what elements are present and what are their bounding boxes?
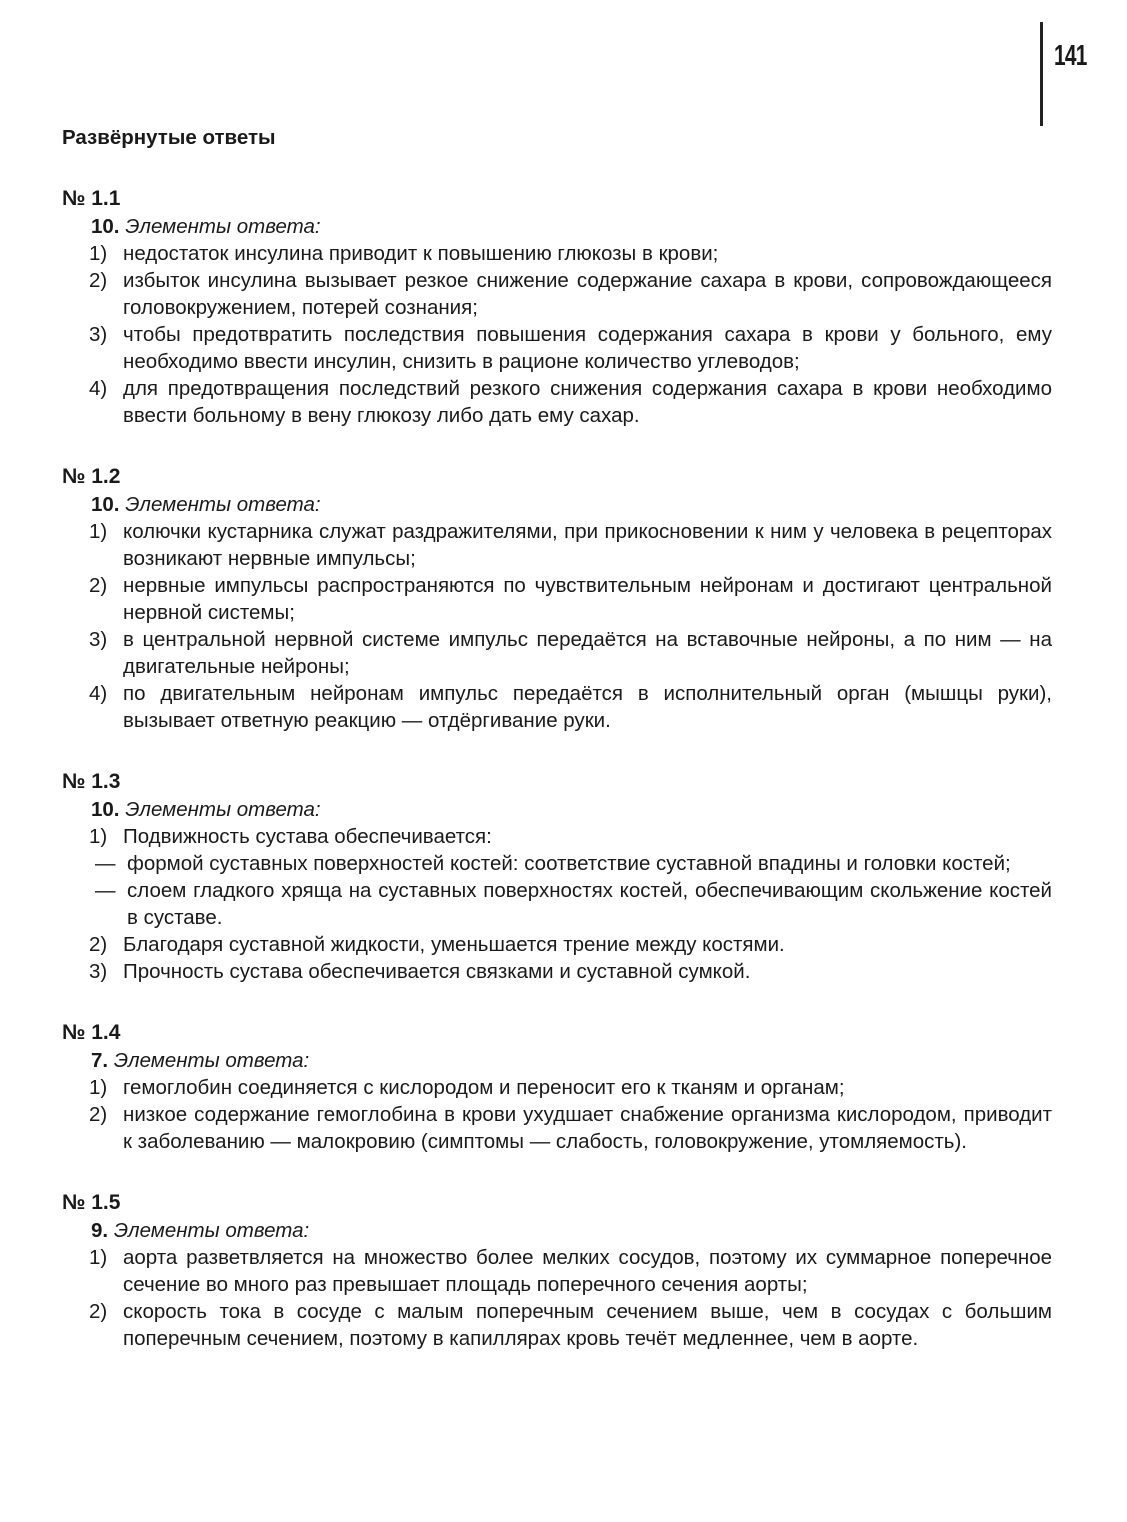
- page-number-rule: [1040, 22, 1043, 126]
- score: 10.: [91, 493, 120, 516]
- elements-label: Элементы ответа:: [125, 493, 321, 516]
- item-text: для предотвращения последствий резкого снижения содержания сахара в крови необходимо ввести больному в вену глюкозу либо дать ему сахар.: [123, 377, 1052, 427]
- answer-elements-line: [62, 1217, 1052, 1244]
- list-item: [89, 1244, 1052, 1298]
- elements-label: Элементы ответа:: [113, 1219, 310, 1242]
- item-text: гемоглобин соединяется с кислородом и переносит его к тканям и органам;: [123, 1076, 845, 1099]
- elements-label: Элементы ответа:: [125, 215, 321, 238]
- answer-elements-line: [62, 213, 1052, 240]
- score: 10.: [91, 215, 120, 238]
- item-text: чтобы предотвратить последствия повышения содержания сахара в крови у больного, ему необходимо ввести инсулин, снизить в рационе количество углеводов;: [123, 323, 1052, 373]
- item-number: 1): [89, 1246, 108, 1269]
- item-text: Благодаря суставной жидкости, уменьшается трение между костями.: [123, 933, 785, 956]
- section-1-1: [62, 184, 1052, 429]
- list-item: [89, 321, 1052, 375]
- list-item: [89, 626, 1052, 680]
- item-text: избыток инсулина вызывает резкое снижение содержание сахара в крови, сопровождающееся головокружением, потерей сознания;: [123, 269, 1052, 319]
- document-body: [62, 124, 1052, 1385]
- list-item: [89, 240, 1052, 267]
- item-text: слоем гладкого хряща на суставных поверхностях костей, обеспечивающим скольжение костей в суставе.: [127, 879, 1052, 929]
- score: 9.: [91, 1219, 109, 1242]
- item-number: 3): [89, 960, 108, 983]
- answer-elements-line: [62, 491, 1052, 518]
- item-number: 3): [89, 323, 108, 346]
- item-text: нервные импульсы распространяются по чувствительным нейронам и достигают центральной нервной системы;: [123, 574, 1052, 624]
- list-item: [89, 572, 1052, 626]
- item-number: 4): [89, 682, 108, 705]
- list-item: [89, 931, 1052, 958]
- item-text: колючки кустарника служат раздражителями, при прикосновении к ним у человека в рецепторах возникают нервные импульсы;: [123, 520, 1052, 570]
- section-number: № 1.5: [62, 1191, 121, 1214]
- item-number: 2): [89, 574, 108, 597]
- elements-label: Элементы ответа:: [125, 798, 321, 821]
- answer-list: [62, 240, 1052, 429]
- answer-list: [62, 518, 1052, 734]
- section-1-2: [62, 462, 1052, 734]
- answer-list: [62, 823, 1052, 985]
- list-item: [89, 680, 1052, 734]
- section-number: № 1.4: [62, 1021, 121, 1044]
- section-number: № 1.1: [62, 187, 121, 210]
- item-number: 4): [89, 377, 108, 400]
- item-number: 2): [89, 269, 108, 292]
- score: 7.: [91, 1049, 109, 1072]
- elements-label: Элементы ответа:: [113, 1049, 310, 1072]
- page-title: Развёрнутые ответы: [62, 126, 276, 149]
- item-text: низкое содержание гемоглобина в крови ухудшает снабжение организма кислородом, приводит к заболеванию — малокровию (симптомы — слабость, головокружение, утомляемость).: [123, 1103, 1052, 1153]
- section-1-5: [62, 1188, 1052, 1352]
- sub-list-item: [89, 850, 1052, 877]
- item-text: формой суставных поверхностей костей: соответствие суставной впадины и головки костей;: [127, 852, 1011, 875]
- list-item: [89, 1298, 1052, 1352]
- item-number: 2): [89, 1300, 108, 1323]
- section-number: № 1.3: [62, 770, 121, 793]
- list-item: [89, 1074, 1052, 1101]
- item-text: недостаток инсулина приводит к повышению глюкозы в крови;: [123, 242, 719, 265]
- sub-list-item: [89, 877, 1052, 931]
- section-number: № 1.2: [62, 465, 121, 488]
- item-number: 3): [89, 628, 108, 651]
- answer-elements-line: [62, 796, 1052, 823]
- item-number: 1): [89, 520, 108, 543]
- score: 10.: [91, 798, 120, 821]
- answer-list: [62, 1244, 1052, 1352]
- list-item: [89, 518, 1052, 572]
- item-text: Прочность сустава обеспечивается связками и суставной сумкой.: [123, 960, 751, 983]
- item-text: аорта разветвляется на множество более мелких сосудов, поэтому их суммарное поперечное сечение во много раз превышает площадь поперечного сечения аорты;: [123, 1246, 1052, 1296]
- dash-marker: —: [95, 852, 116, 875]
- item-text: в центральной нервной системе импульс передаётся на вставочные нейроны, а по ним — на двигательные нейроны;: [123, 628, 1052, 678]
- list-item: [89, 958, 1052, 985]
- answer-elements-line: [62, 1047, 1052, 1074]
- item-number: 2): [89, 933, 108, 956]
- item-number: 1): [89, 825, 108, 848]
- section-1-3: [62, 767, 1052, 985]
- section-1-4: [62, 1018, 1052, 1155]
- page-number: 141: [1054, 40, 1087, 72]
- list-item: [89, 267, 1052, 321]
- answer-list: [62, 1074, 1052, 1155]
- item-number: 2): [89, 1103, 108, 1126]
- dash-marker: —: [95, 879, 116, 902]
- list-item: [89, 375, 1052, 429]
- item-text: скорость тока в сосуде с малым поперечным сечением выше, чем в сосудах с большим поперечным сечением, поэтому в капиллярах кровь течёт медленнее, чем в аорте.: [123, 1300, 1052, 1350]
- item-number: 1): [89, 1076, 108, 1099]
- item-number: 1): [89, 242, 108, 265]
- list-item: [89, 1101, 1052, 1155]
- item-text: Подвижность сустава обеспечивается:: [123, 825, 492, 848]
- item-text: по двигательным нейронам импульс передаётся в исполнительный орган (мышцы руки), вызывает ответную реакцию — отдёргивание руки.: [123, 682, 1052, 732]
- list-item: [89, 823, 1052, 850]
